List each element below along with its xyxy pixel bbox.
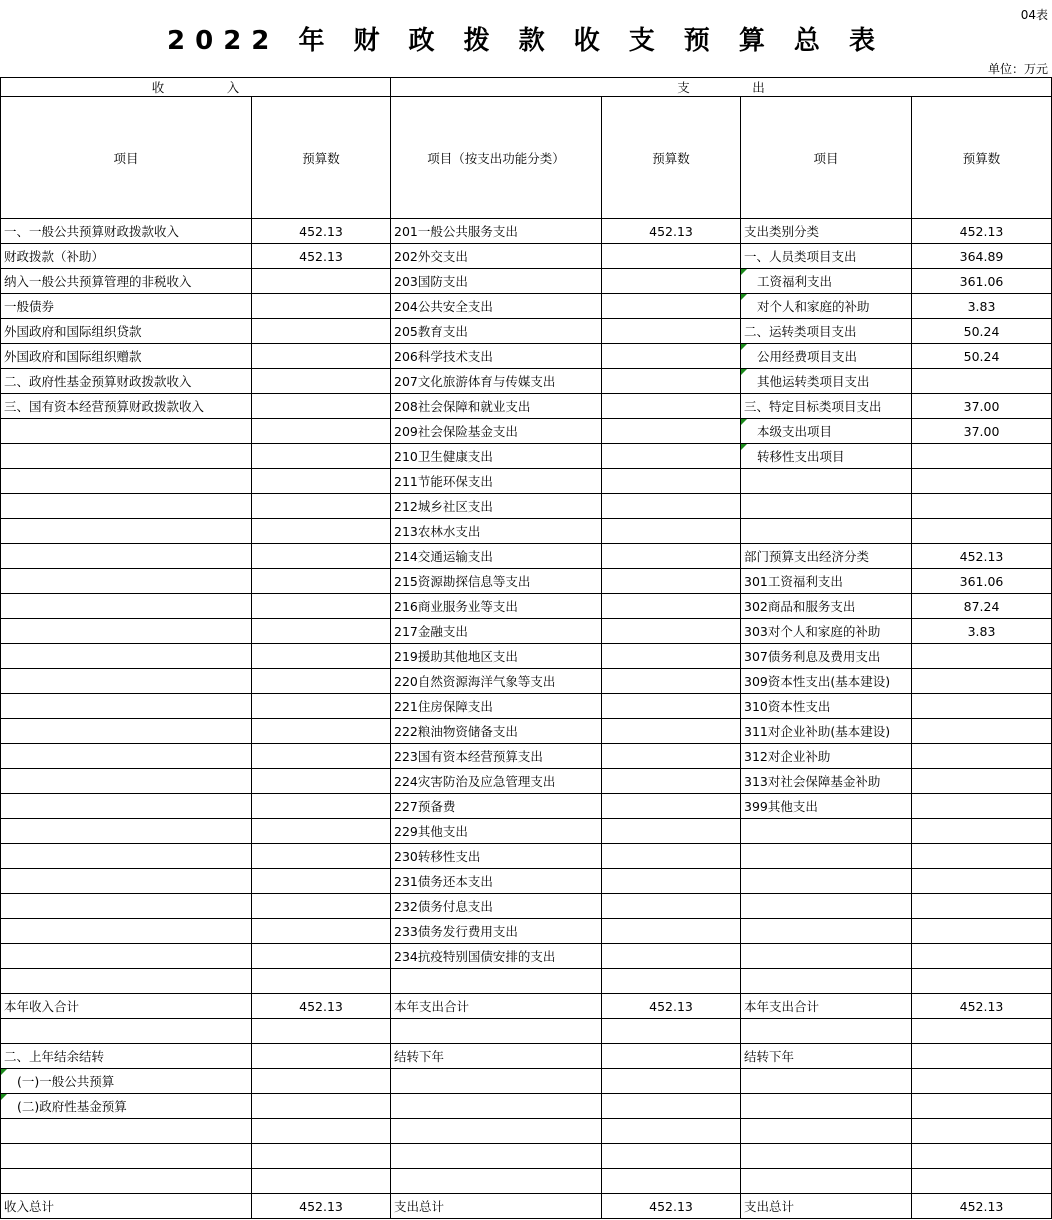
category-item-cell xyxy=(741,969,912,994)
function-item-cell: 229其他支出 xyxy=(391,819,602,844)
function-amount-cell xyxy=(602,494,741,519)
category-item-cell xyxy=(741,819,912,844)
function-item-header: 项目（按支出功能分类） xyxy=(391,97,602,219)
category-item-cell: 支出类别分类 xyxy=(741,219,912,244)
table-row xyxy=(1,244,1052,269)
category-item-cell xyxy=(741,919,912,944)
income-amount-cell xyxy=(252,1119,391,1144)
income-amount-cell xyxy=(252,369,391,394)
category-item-cell xyxy=(741,869,912,894)
category-item-cell: 其他运转类项目支出 xyxy=(741,369,912,394)
category-amount-cell: 452.13 xyxy=(912,544,1052,569)
function-amount-cell xyxy=(602,469,741,494)
income-item-cell xyxy=(1,894,252,919)
table-row xyxy=(1,769,1052,794)
function-item-cell: 214交通运输支出 xyxy=(391,544,602,569)
income-amount-cell xyxy=(252,344,391,369)
function-amount-cell xyxy=(602,869,741,894)
function-amount-cell xyxy=(602,419,741,444)
category-amount-cell xyxy=(912,1044,1052,1069)
table-row xyxy=(1,269,1052,294)
income-item-cell: 二、上年结余结转 xyxy=(1,1044,252,1069)
income-item-cell xyxy=(1,1169,252,1194)
function-amount-cell xyxy=(602,944,741,969)
function-item-cell: 232债务付息支出 xyxy=(391,894,602,919)
function-item-cell: 支出总计 xyxy=(391,1194,602,1219)
category-item-header: 项目 xyxy=(741,97,912,219)
function-item-cell: 227预备费 xyxy=(391,794,602,819)
category-amount-cell xyxy=(912,1119,1052,1144)
income-item-cell xyxy=(1,569,252,594)
category-item-cell: 303对个人和家庭的补助 xyxy=(741,619,912,644)
category-amount-cell xyxy=(912,1094,1052,1119)
income-amount-cell xyxy=(252,744,391,769)
function-item-cell: 205教育支出 xyxy=(391,319,602,344)
category-amount-cell xyxy=(912,894,1052,919)
income-amount-cell xyxy=(252,569,391,594)
table-row xyxy=(1,1144,1052,1169)
category-item-cell: 312对企业补助 xyxy=(741,744,912,769)
table-number: 04表 xyxy=(1020,8,1048,22)
income-amount-cell xyxy=(252,619,391,644)
budget-summary-table xyxy=(0,77,1052,1219)
function-amount-cell: 452.13 xyxy=(602,219,741,244)
function-item-cell xyxy=(391,969,602,994)
function-amount-cell xyxy=(602,244,741,269)
category-item-cell xyxy=(741,1169,912,1194)
category-amount-cell: 364.89 xyxy=(912,244,1052,269)
category-amount-cell xyxy=(912,869,1052,894)
table-row xyxy=(1,544,1052,569)
function-amount-cell xyxy=(602,644,741,669)
income-item-header: 项目 xyxy=(1,97,252,219)
function-amount-cell xyxy=(602,744,741,769)
function-item-cell: 221住房保障支出 xyxy=(391,694,602,719)
category-amount-cell xyxy=(912,519,1052,544)
category-item-cell xyxy=(741,519,912,544)
category-amount-cell: 37.00 xyxy=(912,394,1052,419)
table-row xyxy=(1,819,1052,844)
expense-section-header: 支 出 xyxy=(391,78,1052,97)
income-amount-cell: 452.13 xyxy=(252,244,391,269)
category-item-cell xyxy=(741,1019,912,1044)
table-row xyxy=(1,569,1052,594)
table-row xyxy=(1,1069,1052,1094)
table-row xyxy=(1,1194,1052,1219)
category-item-cell: 结转下年 xyxy=(741,1044,912,1069)
function-item-cell: 203国防支出 xyxy=(391,269,602,294)
income-item-cell xyxy=(1,819,252,844)
income-item-cell xyxy=(1,644,252,669)
category-amount-cell xyxy=(912,844,1052,869)
income-amount-cell: 452.13 xyxy=(252,1194,391,1219)
function-amount-cell xyxy=(602,1169,741,1194)
category-item-cell xyxy=(741,844,912,869)
function-item-cell: 233债务发行费用支出 xyxy=(391,919,602,944)
function-item-cell: 结转下年 xyxy=(391,1044,602,1069)
function-amount-cell xyxy=(602,319,741,344)
income-item-cell: 本年收入合计 xyxy=(1,994,252,1019)
table-row xyxy=(1,869,1052,894)
page-title: 2022 年 财 政 拨 款 收 支 预 算 总 表 xyxy=(167,26,885,56)
category-amount-cell xyxy=(912,744,1052,769)
category-item-cell xyxy=(741,1144,912,1169)
category-item-cell: 本级支出项目 xyxy=(741,419,912,444)
category-item-cell xyxy=(741,494,912,519)
income-amount-cell xyxy=(252,1094,391,1119)
category-amount-cell xyxy=(912,719,1052,744)
income-item-cell: 外国政府和国际组织赠款 xyxy=(1,344,252,369)
category-item-cell: 三、特定目标类项目支出 xyxy=(741,394,912,419)
function-item-cell: 216商业服务业等支出 xyxy=(391,594,602,619)
income-item-cell xyxy=(1,1119,252,1144)
table-row xyxy=(1,444,1052,469)
table-row xyxy=(1,644,1052,669)
function-item-cell: 212城乡社区支出 xyxy=(391,494,602,519)
category-item-cell: 部门预算支出经济分类 xyxy=(741,544,912,569)
income-amount-cell xyxy=(252,594,391,619)
category-amount-cell: 50.24 xyxy=(912,344,1052,369)
function-amount-cell xyxy=(602,569,741,594)
table-row xyxy=(1,344,1052,369)
category-item-cell xyxy=(741,1069,912,1094)
function-item-cell: 210卫生健康支出 xyxy=(391,444,602,469)
function-amount-cell xyxy=(602,844,741,869)
category-item-cell: 支出总计 xyxy=(741,1194,912,1219)
table-row xyxy=(1,369,1052,394)
function-amount-cell xyxy=(602,544,741,569)
category-item-cell: 313对社会保障基金补助 xyxy=(741,769,912,794)
income-item-cell xyxy=(1,519,252,544)
function-item-cell: 223国有资本经营预算支出 xyxy=(391,744,602,769)
category-amount-cell: 3.83 xyxy=(912,294,1052,319)
category-item-cell: 一、人员类项目支出 xyxy=(741,244,912,269)
function-amount-cell xyxy=(602,1144,741,1169)
table-row xyxy=(1,1169,1052,1194)
section-header-row xyxy=(1,78,1052,97)
table-row xyxy=(1,294,1052,319)
table-row xyxy=(1,519,1052,544)
income-item-cell: (一)一般公共预算 xyxy=(1,1069,252,1094)
function-item-cell: 206科学技术支出 xyxy=(391,344,602,369)
income-amount-cell xyxy=(252,819,391,844)
category-amount-cell: 452.13 xyxy=(912,994,1052,1019)
function-item-cell: 213农林水支出 xyxy=(391,519,602,544)
income-item-cell xyxy=(1,794,252,819)
category-amount-cell xyxy=(912,1069,1052,1094)
category-amount-cell xyxy=(912,644,1052,669)
category-item-cell: 399其他支出 xyxy=(741,794,912,819)
income-amount-cell xyxy=(252,319,391,344)
function-item-cell: 202外交支出 xyxy=(391,244,602,269)
table-row xyxy=(1,669,1052,694)
income-item-cell xyxy=(1,869,252,894)
income-amount-cell xyxy=(252,1044,391,1069)
category-amount-cell: 361.06 xyxy=(912,569,1052,594)
function-item-cell: 本年支出合计 xyxy=(391,994,602,1019)
category-amount-cell: 452.13 xyxy=(912,1194,1052,1219)
table-row xyxy=(1,1019,1052,1044)
function-item-cell: 234抗疫特别国债安排的支出 xyxy=(391,944,602,969)
income-item-cell: 收入总计 xyxy=(1,1194,252,1219)
income-item-cell: 财政拨款（补助） xyxy=(1,244,252,269)
category-item-cell: 工资福利支出 xyxy=(741,269,912,294)
function-amount-cell xyxy=(602,269,741,294)
income-amount-cell xyxy=(252,944,391,969)
function-amount-cell xyxy=(602,394,741,419)
unit-label: 单位：万元 xyxy=(987,62,1048,76)
function-amount-cell xyxy=(602,819,741,844)
category-amount-cell: 87.24 xyxy=(912,594,1052,619)
category-item-cell: 302商品和服务支出 xyxy=(741,594,912,619)
table-row xyxy=(1,969,1052,994)
income-amount-cell xyxy=(252,544,391,569)
category-item-cell: 本年支出合计 xyxy=(741,994,912,1019)
income-item-cell xyxy=(1,719,252,744)
category-item-cell: 310资本性支出 xyxy=(741,694,912,719)
category-amount-cell: 50.24 xyxy=(912,319,1052,344)
income-amount-cell xyxy=(252,669,391,694)
function-item-cell: 201一般公共服务支出 xyxy=(391,219,602,244)
function-amount-cell: 452.13 xyxy=(602,1194,741,1219)
category-item-cell xyxy=(741,944,912,969)
income-amount-cell xyxy=(252,1169,391,1194)
function-amount-cell xyxy=(602,1044,741,1069)
function-amount-cell xyxy=(602,1019,741,1044)
category-item-cell: 二、运转类项目支出 xyxy=(741,319,912,344)
income-item-cell: 一、一般公共预算财政拨款收入 xyxy=(1,219,252,244)
income-amount-cell xyxy=(252,294,391,319)
table-row xyxy=(1,1119,1052,1144)
category-item-cell: 公用经费项目支出 xyxy=(741,344,912,369)
category-amount-cell xyxy=(912,1019,1052,1044)
income-amount-cell: 452.13 xyxy=(252,219,391,244)
category-amount-cell xyxy=(912,469,1052,494)
income-amount-cell xyxy=(252,769,391,794)
category-amount-cell xyxy=(912,819,1052,844)
income-amount-cell xyxy=(252,894,391,919)
category-amount-cell: 361.06 xyxy=(912,269,1052,294)
income-amount-cell xyxy=(252,1069,391,1094)
income-item-cell xyxy=(1,744,252,769)
category-item-cell xyxy=(741,1119,912,1144)
function-amount-cell xyxy=(602,1094,741,1119)
category-amount-cell xyxy=(912,919,1052,944)
table-row xyxy=(1,719,1052,744)
function-item-cell: 220自然资源海洋气象等支出 xyxy=(391,669,602,694)
income-amount-cell: 452.13 xyxy=(252,994,391,1019)
category-item-cell xyxy=(741,469,912,494)
function-item-cell: 204公共安全支出 xyxy=(391,294,602,319)
table-row xyxy=(1,894,1052,919)
income-item-cell xyxy=(1,594,252,619)
function-item-cell xyxy=(391,1069,602,1094)
category-item-cell: 301工资福利支出 xyxy=(741,569,912,594)
category-amount-cell: 452.13 xyxy=(912,219,1052,244)
function-amount-cell xyxy=(602,619,741,644)
function-amount-cell xyxy=(602,719,741,744)
function-amount-cell xyxy=(602,769,741,794)
category-amount-cell xyxy=(912,944,1052,969)
function-amount-cell xyxy=(602,969,741,994)
income-item-cell xyxy=(1,969,252,994)
income-item-cell xyxy=(1,769,252,794)
category-item-cell: 307债务利息及费用支出 xyxy=(741,644,912,669)
income-amount-cell xyxy=(252,494,391,519)
income-amount-cell xyxy=(252,969,391,994)
table-row xyxy=(1,994,1052,1019)
category-amount-cell xyxy=(912,494,1052,519)
table-row xyxy=(1,394,1052,419)
function-amount-cell xyxy=(602,369,741,394)
function-amount-cell xyxy=(602,669,741,694)
function-item-cell: 211节能环保支出 xyxy=(391,469,602,494)
table-row xyxy=(1,1044,1052,1069)
table-row xyxy=(1,469,1052,494)
function-amount-cell xyxy=(602,294,741,319)
function-amount-cell xyxy=(602,919,741,944)
income-item-cell xyxy=(1,444,252,469)
table-row xyxy=(1,219,1052,244)
income-item-cell xyxy=(1,544,252,569)
income-item-cell: 二、政府性基金预算财政拨款收入 xyxy=(1,369,252,394)
category-amount-cell xyxy=(912,1169,1052,1194)
income-amount-cell xyxy=(252,719,391,744)
income-item-cell xyxy=(1,1144,252,1169)
income-amount-cell xyxy=(252,844,391,869)
function-amount-cell xyxy=(602,1069,741,1094)
income-item-cell: 一般债券 xyxy=(1,294,252,319)
income-amount-cell xyxy=(252,869,391,894)
function-amount-cell xyxy=(602,594,741,619)
category-item-cell: 309资本性支出(基本建设) xyxy=(741,669,912,694)
table-row xyxy=(1,944,1052,969)
function-item-cell: 222粮油物资储备支出 xyxy=(391,719,602,744)
function-item-cell: 231债务还本支出 xyxy=(391,869,602,894)
income-amount-header: 预算数 xyxy=(252,97,391,219)
category-amount-cell xyxy=(912,794,1052,819)
income-item-cell xyxy=(1,469,252,494)
income-item-cell xyxy=(1,419,252,444)
income-item-cell: 三、国有资本经营预算财政拨款收入 xyxy=(1,394,252,419)
function-item-cell xyxy=(391,1094,602,1119)
category-item-cell: 311对企业补助(基本建设) xyxy=(741,719,912,744)
function-amount-cell xyxy=(602,794,741,819)
income-amount-cell xyxy=(252,394,391,419)
function-item-cell: 209社会保险基金支出 xyxy=(391,419,602,444)
category-amount-cell xyxy=(912,769,1052,794)
function-item-cell: 217金融支出 xyxy=(391,619,602,644)
function-amount-cell xyxy=(602,444,741,469)
function-amount-cell: 452.13 xyxy=(602,994,741,1019)
income-item-cell: 纳入一般公共预算管理的非税收入 xyxy=(1,269,252,294)
function-item-cell: 224灾害防治及应急管理支出 xyxy=(391,769,602,794)
category-amount-cell xyxy=(912,694,1052,719)
income-amount-cell xyxy=(252,694,391,719)
income-amount-cell xyxy=(252,444,391,469)
income-amount-cell xyxy=(252,919,391,944)
function-item-cell: 207文化旅游体育与传媒支出 xyxy=(391,369,602,394)
category-amount-header: 预算数 xyxy=(912,97,1052,219)
category-amount-cell xyxy=(912,969,1052,994)
table-row xyxy=(1,419,1052,444)
function-item-cell xyxy=(391,1144,602,1169)
function-item-cell xyxy=(391,1169,602,1194)
category-amount-cell: 37.00 xyxy=(912,419,1052,444)
income-amount-cell xyxy=(252,1019,391,1044)
income-item-cell: (二)政府性基金预算 xyxy=(1,1094,252,1119)
function-amount-header: 预算数 xyxy=(602,97,741,219)
table-row xyxy=(1,744,1052,769)
function-amount-cell xyxy=(602,694,741,719)
category-amount-cell xyxy=(912,369,1052,394)
income-amount-cell xyxy=(252,644,391,669)
income-amount-cell xyxy=(252,269,391,294)
category-item-cell xyxy=(741,1094,912,1119)
category-item-cell: 转移性支出项目 xyxy=(741,444,912,469)
function-item-cell: 215资源勘探信息等支出 xyxy=(391,569,602,594)
category-amount-cell xyxy=(912,1144,1052,1169)
income-item-cell xyxy=(1,1019,252,1044)
income-amount-cell xyxy=(252,794,391,819)
table-row xyxy=(1,1094,1052,1119)
table-row xyxy=(1,494,1052,519)
column-header-row xyxy=(1,97,1052,219)
function-amount-cell xyxy=(602,519,741,544)
category-amount-cell xyxy=(912,669,1052,694)
income-item-cell xyxy=(1,844,252,869)
income-item-cell xyxy=(1,944,252,969)
income-section-header: 收 入 xyxy=(1,78,391,97)
category-amount-cell xyxy=(912,444,1052,469)
table-row xyxy=(1,794,1052,819)
function-item-cell: 208社会保障和就业支出 xyxy=(391,394,602,419)
income-item-cell xyxy=(1,669,252,694)
table-row xyxy=(1,594,1052,619)
income-amount-cell xyxy=(252,519,391,544)
income-item-cell: 外国政府和国际组织贷款 xyxy=(1,319,252,344)
table-row xyxy=(1,319,1052,344)
table-row xyxy=(1,844,1052,869)
function-item-cell: 230转移性支出 xyxy=(391,844,602,869)
table-row xyxy=(1,919,1052,944)
function-amount-cell xyxy=(602,344,741,369)
income-item-cell xyxy=(1,619,252,644)
category-item-cell xyxy=(741,894,912,919)
income-item-cell xyxy=(1,494,252,519)
function-amount-cell xyxy=(602,1119,741,1144)
income-amount-cell xyxy=(252,1144,391,1169)
income-amount-cell xyxy=(252,469,391,494)
function-item-cell: 219援助其他地区支出 xyxy=(391,644,602,669)
income-amount-cell xyxy=(252,419,391,444)
category-item-cell: 对个人和家庭的补助 xyxy=(741,294,912,319)
category-amount-cell: 3.83 xyxy=(912,619,1052,644)
table-row xyxy=(1,619,1052,644)
income-item-cell xyxy=(1,919,252,944)
function-item-cell xyxy=(391,1019,602,1044)
function-item-cell xyxy=(391,1119,602,1144)
table-row xyxy=(1,694,1052,719)
function-amount-cell xyxy=(602,894,741,919)
income-item-cell xyxy=(1,694,252,719)
